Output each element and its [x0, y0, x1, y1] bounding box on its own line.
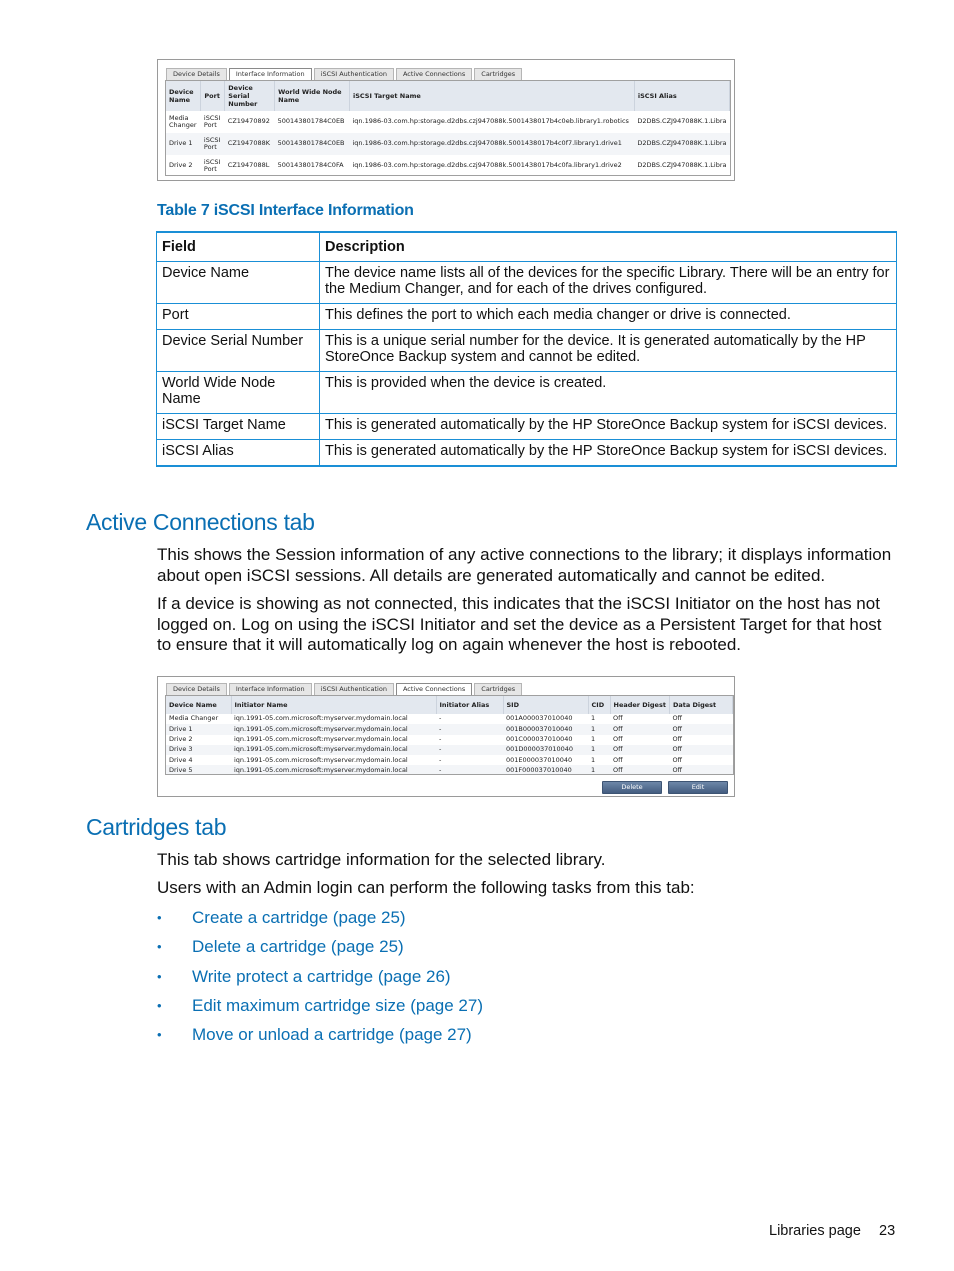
tab-iscsi-authentication[interactable]: iSCSI Authentication — [314, 68, 394, 80]
cell-target-name: iqn.1986-03.com.hp:storage.d2dbs.czj947088k.5001438017b4c0fa.library1.drive2 — [352, 161, 622, 170]
cell-data-digest: Off — [672, 714, 683, 723]
bullet-icon: • — [157, 997, 162, 1013]
cell-cid: 1 — [588, 745, 610, 755]
cell-data-digest: Off — [672, 734, 683, 743]
tab-cartridges[interactable]: Cartridges — [474, 683, 522, 695]
cartridges-para-2: Users with an Admin login can perform the following tasks from this tab: — [157, 878, 695, 897]
table-row — [157, 330, 897, 372]
cell-port: iSCSI Port — [203, 113, 221, 129]
iscsi-interface-table — [156, 231, 897, 467]
cell-data-digest: Off — [669, 745, 732, 755]
tab-strip — [166, 68, 522, 80]
cell-device-name: Drive 4 — [169, 755, 193, 764]
table-row[interactable] — [166, 111, 730, 133]
table-row[interactable] — [166, 765, 733, 775]
col-iscsi-alias[interactable]: iSCSI Alias — [634, 81, 729, 111]
table-row[interactable] — [166, 133, 730, 155]
cell-serial: CZ19470892 — [227, 117, 270, 126]
cell-header-digest: Off — [613, 734, 623, 743]
field-cell: Device Name — [157, 262, 320, 304]
table-row — [157, 262, 897, 304]
cell-sid: 001C000037010040 — [506, 734, 573, 743]
footer-section: Libraries page — [769, 1223, 861, 1239]
cell-header-digest: Off — [610, 724, 669, 734]
table-row[interactable] — [166, 724, 733, 734]
bullet-icon: • — [157, 910, 162, 925]
cell-device-name: Drive 1 — [166, 724, 231, 734]
tab-iscsi-authentication[interactable]: iSCSI Authentication — [314, 683, 394, 695]
cell-cid: 1 — [591, 714, 596, 723]
cell-cid: 1 — [591, 755, 596, 764]
description-cell: This is generated automatically by the HP StoreOnce Backup system for iSCSI devices. — [320, 414, 897, 440]
cell-header-digest: Off — [610, 745, 669, 755]
cell-port: iSCSI Port — [203, 157, 221, 173]
cell-initiator-alias: - — [436, 724, 503, 734]
cartridges-para-1: This tab shows cartridge information for the selected library. — [157, 850, 606, 869]
table-row — [157, 440, 897, 467]
tab-device-details[interactable]: Device Details — [166, 683, 227, 695]
cell-initiator-alias: - — [439, 734, 442, 743]
header-field: Field — [157, 232, 320, 262]
cell-initiator-alias: - — [436, 745, 503, 755]
col-data-digest[interactable]: Data Digest — [669, 696, 732, 714]
cell-wwnn: 500143801784C0FA — [277, 161, 344, 170]
cell-device-name: Drive 2 — [169, 734, 193, 743]
cell-header-digest: Off — [610, 765, 669, 775]
link-write-protect-cartridge[interactable]: Write protect a cartridge (page 26) — [192, 966, 451, 986]
active-connections-para-1: This shows the Session information of any active connections to the library; it displays information about open iSCSI sessions. All details are generated automatically and cannot be edited. — [157, 545, 892, 585]
col-initiator-name[interactable]: Initiator Name — [231, 696, 436, 714]
cell-initiator-alias: - — [439, 755, 442, 764]
bullet-icon: • — [157, 939, 162, 955]
tab-interface-information[interactable]: Interface Information — [229, 683, 312, 695]
bullet-icon: • — [157, 968, 162, 984]
cell-device-name: Drive 3 — [166, 745, 231, 755]
cell-initiator-name: iqn.1991-05.com.microsoft:myserver.mydomain.local — [231, 724, 436, 734]
cell-cid: 1 — [591, 734, 596, 743]
active-connections-heading: Active Connections tab — [86, 509, 315, 535]
col-device-name[interactable]: Device Name — [166, 81, 201, 111]
table-caption: Table 7 iSCSI Interface Information — [157, 202, 414, 219]
cell-alias: D2DBS.CZJ947088K.1.Libra — [637, 161, 727, 170]
page-number: 23 — [879, 1223, 896, 1239]
tab-device-details[interactable]: Device Details — [166, 68, 227, 80]
col-initiator-alias[interactable]: Initiator Alias — [436, 696, 503, 714]
cell-initiator-name: iqn.1991-05.com.microsoft:myserver.mydomain.local — [234, 755, 408, 764]
table-row[interactable] — [166, 735, 733, 745]
cell-target-name: iqn.1986-03.com.hp:storage.d2dbs.czj947088k.5001438017b4c0eb.library1.robotics — [352, 117, 629, 126]
col-device-name[interactable]: Device Name — [166, 696, 231, 714]
cell-initiator-alias: - — [436, 765, 503, 775]
link-move-unload-cartridge[interactable]: Move or unload a cartridge (page 27) — [192, 1025, 472, 1045]
cell-header-digest: Off — [613, 714, 623, 723]
field-cell: Port — [157, 304, 320, 330]
col-cid[interactable]: CID — [588, 696, 610, 714]
cell-header-digest: Off — [613, 755, 623, 764]
description-cell: This is provided when the device is created. — [320, 372, 897, 414]
cell-device-name: Drive 2 — [169, 161, 193, 170]
tab-interface-information[interactable]: Interface Information — [229, 68, 312, 81]
cell-device-name: Media Changer — [169, 714, 219, 723]
table-row — [157, 372, 897, 414]
header-description: Description — [320, 232, 897, 262]
cell-sid: 001A000037010040 — [506, 714, 573, 723]
cell-target-name: iqn.1986-03.com.hp:storage.d2dbs.czj947088k.5001438017b4c0f7.library1.drive1 — [349, 133, 634, 155]
cell-wwnn: 500143801784C0EB — [275, 133, 350, 155]
connections-grid — [165, 695, 734, 775]
table-row[interactable] — [166, 714, 733, 724]
cell-sid: 001B000037010040 — [503, 724, 588, 734]
cell-sid: 001D000037010040 — [503, 745, 588, 755]
cell-device-name: Drive 1 — [166, 133, 201, 155]
col-port[interactable]: Port — [201, 81, 225, 111]
cartridges-heading: Cartridges tab — [86, 814, 227, 840]
cell-data-digest: Off — [672, 755, 683, 764]
cell-port: iSCSI Port — [201, 133, 225, 155]
field-cell: World Wide Node Name — [157, 372, 320, 414]
cell-initiator-name: iqn.1991-05.com.microsoft:myserver.mydomain.local — [231, 745, 436, 755]
cell-serial: CZ1947088L — [227, 161, 270, 170]
table-row[interactable] — [166, 155, 730, 176]
col-header-digest[interactable]: Header Digest — [610, 696, 669, 714]
delete-button[interactable]: Delete — [602, 781, 662, 794]
field-cell: iSCSI Alias — [157, 440, 320, 467]
tab-strip — [166, 683, 522, 695]
table-row[interactable] — [166, 755, 733, 765]
cell-alias: D2DBS.CZJ947088K.1.Libra — [637, 117, 727, 126]
link-edit-max-cartridge-size[interactable]: Edit maximum cartridge size (page 27) — [192, 995, 484, 1015]
bullet-icon: • — [157, 1027, 162, 1043]
cell-sid: 001E000037010040 — [506, 755, 573, 764]
cell-initiator-name: iqn.1991-05.com.microsoft:myserver.mydomain.local — [234, 734, 408, 743]
cell-cid: 1 — [588, 724, 610, 734]
interface-grid — [165, 80, 731, 176]
cell-initiator-alias: - — [439, 714, 442, 723]
cell-serial: CZ1947088K — [225, 133, 275, 155]
field-cell: Device Serial Number — [157, 330, 320, 372]
screenshot-interface-information — [157, 59, 735, 181]
tab-active-connections[interactable]: Active Connections — [396, 683, 472, 696]
col-device-serial-number[interactable]: Device Serial Number — [225, 81, 275, 111]
cell-data-digest: Off — [669, 724, 732, 734]
description-cell: This is generated automatically by the HP StoreOnce Backup system for iSCSI devices. — [320, 440, 897, 467]
field-cell: iSCSI Target Name — [157, 414, 320, 440]
table-row[interactable] — [166, 745, 733, 755]
cell-cid: 1 — [588, 765, 610, 775]
cell-device-name: Media Changer — [169, 113, 197, 129]
active-connections-para-2: If a device is showing as not connected, this indicates that the iSCSI Initiator on the host has not logged on. Log on using the iSCSI Initiator and set the device as a Persistent Target for that host to ensure that it will automatically log on again whenever the host is rebooted. — [157, 594, 882, 654]
cell-device-name: Drive 5 — [166, 765, 231, 775]
edit-button[interactable]: Edit — [668, 781, 728, 794]
col-iscsi-target-name[interactable]: iSCSI Target Name — [349, 81, 634, 111]
cell-data-digest: Off — [669, 765, 732, 775]
tab-active-connections[interactable]: Active Connections — [396, 68, 472, 80]
table-row — [157, 414, 897, 440]
cell-wwnn: 500143801784C0EB — [277, 117, 345, 126]
tab-cartridges[interactable]: Cartridges — [474, 68, 522, 80]
cell-initiator-name: iqn.1991-05.com.microsoft:myserver.mydomain.local — [234, 714, 408, 723]
link-create-cartridge[interactable]: Create a cartridge (page 25) — [192, 908, 406, 927]
link-delete-cartridge[interactable]: Delete a cartridge (page 25) — [192, 937, 404, 957]
cell-sid: 001F000037010040 — [503, 765, 588, 775]
table-row — [157, 304, 897, 330]
description-cell: The device name lists all of the devices for the specific Library. There will be an entry for the Medium Changer, and for each of the drives configured. — [320, 262, 897, 304]
col-world-wide-node-name[interactable]: World Wide Node Name — [275, 81, 350, 111]
cell-alias: D2DBS.CZJ947088K.1.Libra — [634, 133, 729, 155]
description-cell: This is a unique serial number for the device. It is generated automatically by the HP StoreOnce Backup system and cannot be edited. — [320, 330, 897, 372]
col-sid[interactable]: SID — [503, 696, 588, 714]
cell-initiator-name: iqn.1991-05.com.microsoft:myserver.mydomain.local — [231, 765, 436, 775]
screenshot-active-connections — [157, 676, 735, 797]
description-cell: This defines the port to which each media changer or drive is connected. — [320, 304, 897, 330]
